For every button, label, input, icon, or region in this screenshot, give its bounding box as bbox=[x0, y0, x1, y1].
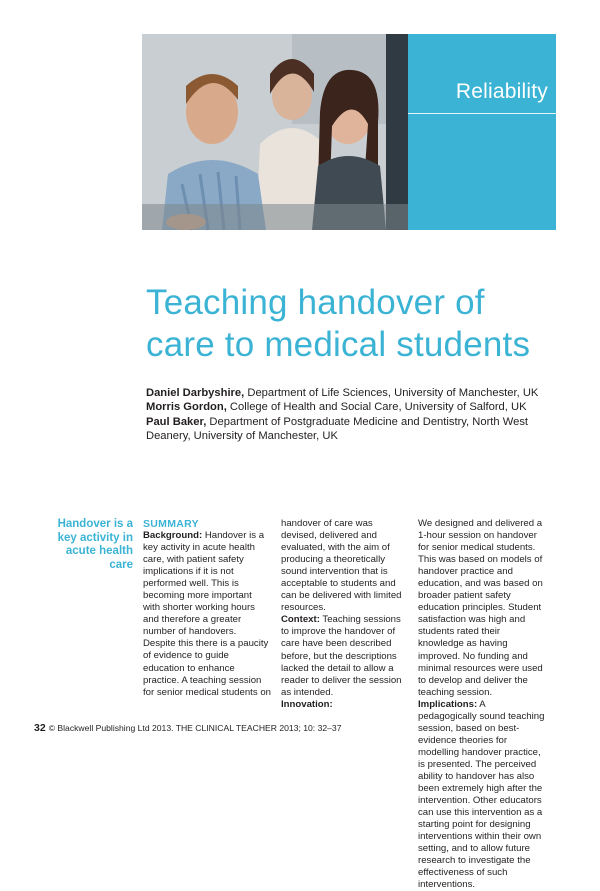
context-label: Context: bbox=[281, 614, 320, 626]
title-line-2: care to medical students bbox=[146, 325, 531, 364]
author-name: Morris Gordon, bbox=[146, 401, 227, 414]
summary-column-2 bbox=[281, 518, 409, 711]
page-footer bbox=[34, 722, 341, 734]
author-name: Daniel Darbyshire, bbox=[146, 387, 245, 399]
background-continued: handover of care was devised, delivered and evaluated, with the aim of producing a theoretically sound intervention that is acceptable to students and can be delivered with limited resources. bbox=[281, 518, 402, 614]
author-entry bbox=[146, 386, 566, 400]
implications-text: A pedagogically sound teaching session, based on best-evidence theories for modelling handover practice, is presented. The perceived ability to handover has also been extremely high after the intervention. Other educators can use this intervention as a starting point for designing interventions within their own setting, and to allow future research to investigate the effectiveness of such interventions. bbox=[418, 698, 545, 891]
pull-quote: Handover is a key activity in acute health care bbox=[57, 518, 133, 571]
background-text: Handover is a key activity in acute health care, with patient safety implications if it is not performed well. This is becoming more important with shorter working hours and therefore a greater number of handovers. Despite this there is a paucity of evidence to guide education to enhance practice. A teaching session for senior medical students on bbox=[143, 530, 271, 698]
implications-paragraph bbox=[418, 699, 546, 891]
author-entry bbox=[146, 415, 566, 444]
author-list bbox=[146, 386, 566, 443]
section-label: Reliability bbox=[455, 80, 548, 103]
context-paragraph bbox=[281, 614, 409, 698]
title-line-1: Teaching handover of bbox=[146, 283, 485, 322]
page-number: 32 bbox=[34, 722, 46, 734]
footer-citation: © Blackwell Publishing Ltd 2013. THE CLINICAL TEACHER 2013; 10: 32–37 bbox=[48, 723, 342, 733]
article-title bbox=[146, 282, 566, 366]
implications-label: Implications: bbox=[418, 698, 478, 710]
summary-column-3 bbox=[418, 518, 546, 891]
author-affiliation: College of Health and Social Care, University of Salford, UK bbox=[226, 401, 527, 414]
photo-of-students-in-classroom-icon bbox=[142, 34, 408, 230]
author-affiliation: Department of Life Sciences, University of Manchester, UK bbox=[244, 387, 539, 399]
author-affiliation: Department of Postgraduate Medicine and Dentistry, North West Deanery, University of Manchester, UK bbox=[146, 415, 529, 442]
summary-heading: SUMMARY bbox=[143, 518, 199, 530]
author-entry bbox=[146, 400, 566, 414]
innovation-label: Innovation: bbox=[281, 698, 333, 710]
summary-column-1 bbox=[143, 518, 271, 699]
background-label: Background: bbox=[143, 530, 203, 541]
section-tab bbox=[408, 34, 556, 230]
section-divider bbox=[408, 113, 556, 114]
innovation-paragraph bbox=[281, 699, 409, 711]
author-name: Paul Baker, bbox=[146, 415, 207, 428]
innovation-continued: We designed and delivered a 1-hour session on handover for senior medical students. This was based on models of handover practice and education, and was based on broader patient safety education principles. Student satisfaction was high and students rated their knowledge as having improved. No funding and minimal resources were used to develop and deliver the teaching session. bbox=[418, 518, 543, 698]
header-photo bbox=[142, 34, 408, 230]
background-paragraph bbox=[143, 530, 271, 699]
context-text: Teaching sessions to improve the handover of care have been described before, but the descriptions lacked the detail to allow a reader to deliver the session as intended. bbox=[281, 614, 402, 698]
